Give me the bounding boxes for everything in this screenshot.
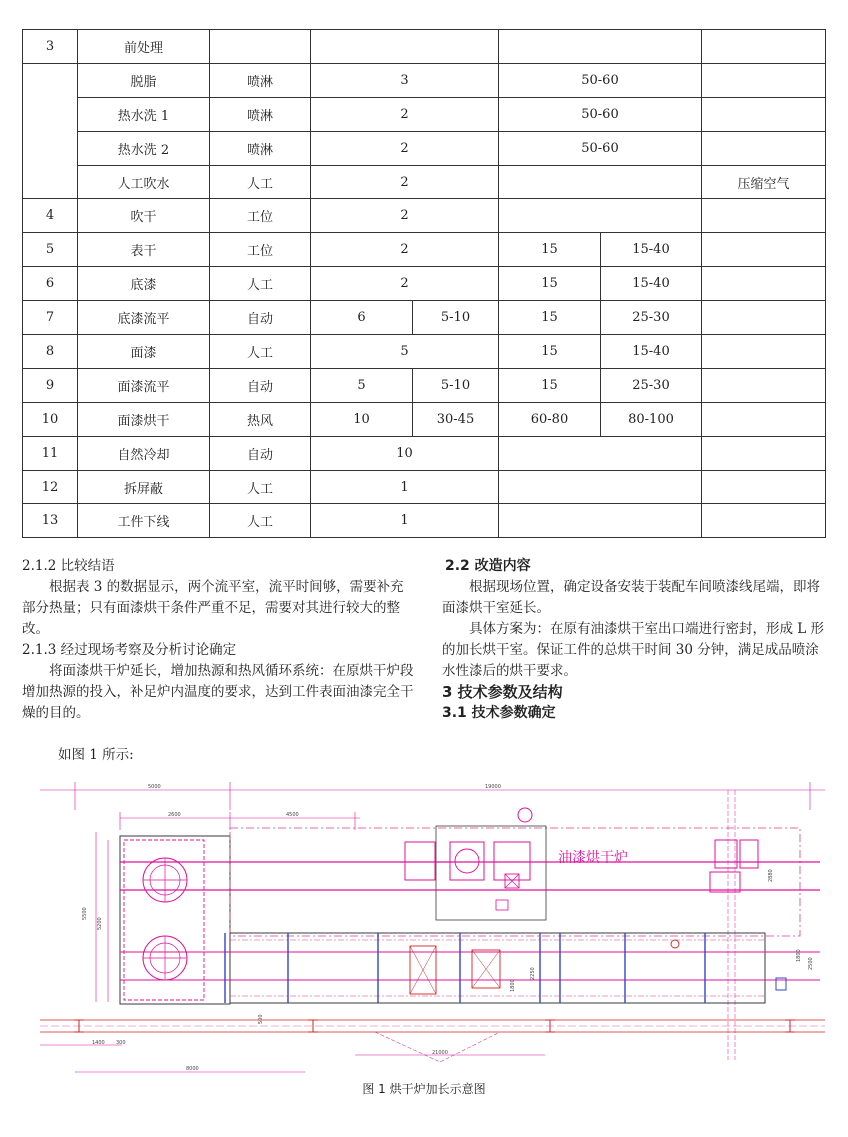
time-value: 2 bbox=[311, 199, 499, 233]
figure-intro: 如图 1 所示: bbox=[58, 747, 134, 763]
table-row bbox=[23, 301, 826, 335]
temp-value: 50-60 bbox=[499, 63, 702, 97]
range-value: 15-40 bbox=[601, 267, 702, 301]
time-value: 2 bbox=[311, 267, 499, 301]
time-range: 30-45 bbox=[413, 402, 499, 436]
temp-value: 15 bbox=[499, 233, 601, 267]
dim-label: 5000 bbox=[148, 784, 161, 790]
table-row bbox=[23, 436, 826, 470]
temp-value: 15 bbox=[499, 335, 601, 369]
table-row bbox=[23, 63, 826, 97]
method: 人工 bbox=[210, 165, 311, 199]
range-value: 15-40 bbox=[601, 233, 702, 267]
oven-label: 油漆烘干炉 bbox=[558, 850, 628, 866]
process-name: 吹干 bbox=[78, 199, 210, 233]
row-no: 8 bbox=[23, 335, 78, 369]
method: 工位 bbox=[210, 233, 311, 267]
process-name: 拆屏蔽 bbox=[78, 470, 210, 504]
dim-label: 1400 bbox=[92, 1040, 105, 1046]
dim-label: 2880 bbox=[768, 869, 774, 882]
table-row bbox=[23, 165, 826, 199]
range-value: 25-30 bbox=[601, 301, 702, 335]
method: 人工 bbox=[210, 470, 311, 504]
time-value: 5 bbox=[311, 368, 413, 402]
dim-label: 8000 bbox=[186, 1066, 199, 1072]
time-value: 1 bbox=[311, 504, 499, 538]
table-row bbox=[23, 470, 826, 504]
dim-label: 1800 bbox=[796, 949, 802, 962]
table-row bbox=[23, 267, 826, 301]
process-name: 人工吹水 bbox=[78, 165, 210, 199]
dim-label: 500 bbox=[258, 1014, 264, 1024]
dim-label: 2250 bbox=[530, 967, 536, 980]
oven-extension-drawing bbox=[0, 770, 848, 1080]
dim-label: 5500 bbox=[82, 907, 88, 920]
process-name: 表干 bbox=[78, 233, 210, 267]
time-value: 6 bbox=[311, 301, 413, 335]
process-name: 面漆烘干 bbox=[78, 402, 210, 436]
time-value: 2 bbox=[311, 233, 499, 267]
row-no: 5 bbox=[23, 233, 78, 267]
temp-value: 15 bbox=[499, 301, 601, 335]
method: 自动 bbox=[210, 368, 311, 402]
temp-value: 50-60 bbox=[499, 97, 702, 131]
paragraph: 具体方案为：在原有油漆烘干室出口端进行密封，形成 L 形的加长烘干室。保证工件的总烘干时间 30 分钟，满足成品喷涂水性漆后的烘干要求。 bbox=[442, 621, 825, 679]
row-no: 3 bbox=[23, 30, 78, 64]
heading-2-2: 2.2 改造内容 bbox=[445, 558, 531, 574]
paragraph: 将面漆烘干炉延长，增加热源和热风循环系统：在原烘干炉段增加热源的投入，补足炉内温度的要求，达到工件表面油漆完全干燥的目的。 bbox=[22, 663, 414, 721]
process-name: 面漆流平 bbox=[78, 368, 210, 402]
time-value: 2 bbox=[311, 97, 499, 131]
range-value: 25-30 bbox=[601, 368, 702, 402]
table-row bbox=[23, 402, 826, 436]
method: 喷淋 bbox=[210, 63, 311, 97]
process-name: 面漆 bbox=[78, 335, 210, 369]
process-name: 脱脂 bbox=[78, 63, 210, 97]
time-value: 5 bbox=[311, 335, 499, 369]
dim-label: 19000 bbox=[485, 784, 501, 790]
table-row bbox=[23, 504, 826, 538]
heading-3-1: 3.1 技术参数确定 bbox=[442, 705, 556, 721]
time-value: 10 bbox=[311, 436, 499, 470]
table-row bbox=[23, 368, 826, 402]
time-value: 1 bbox=[311, 470, 499, 504]
table-row bbox=[23, 199, 826, 233]
process-name: 底漆流平 bbox=[78, 301, 210, 335]
paragraph: 根据现场位置，确定设备安装于装配车间喷漆线尾端，即将面漆烘干室延长。 bbox=[442, 579, 820, 616]
row-no bbox=[23, 63, 78, 199]
time-range: 5-10 bbox=[413, 368, 499, 402]
time-value: 2 bbox=[311, 165, 499, 199]
table-row bbox=[23, 30, 826, 64]
temp-value: 15 bbox=[499, 368, 601, 402]
method: 自动 bbox=[210, 436, 311, 470]
figure-caption: 图 1 烘干炉加长示意图 bbox=[362, 1082, 486, 1096]
row-no: 9 bbox=[23, 368, 78, 402]
process-name: 自然冷却 bbox=[78, 436, 210, 470]
table-row bbox=[23, 233, 826, 267]
dim-label: 5200 bbox=[97, 917, 103, 930]
process-table bbox=[22, 29, 826, 538]
time-value: 10 bbox=[311, 402, 413, 436]
row-no: 13 bbox=[23, 504, 78, 538]
row-no: 6 bbox=[23, 267, 78, 301]
dim-label: 2500 bbox=[808, 957, 814, 970]
range-value: 15-40 bbox=[601, 335, 702, 369]
dim-label: 4500 bbox=[286, 812, 299, 818]
table-row bbox=[23, 335, 826, 369]
heading-3: 3 技术参数及结构 bbox=[442, 683, 563, 701]
method: 热风 bbox=[210, 402, 311, 436]
process-name: 底漆 bbox=[78, 267, 210, 301]
left-oven-section bbox=[96, 832, 230, 1004]
method: 喷淋 bbox=[210, 131, 311, 165]
row-no: 12 bbox=[23, 470, 78, 504]
paragraph: 根据表 3 的数据显示，两个流平室，流平时间够，需要补充部分热量；只有面漆烘干条件严重不足，需要对其进行较大的整改。 bbox=[22, 579, 404, 637]
process-name: 前处理 bbox=[78, 30, 210, 64]
process-name: 工件下线 bbox=[78, 504, 210, 538]
method: 人工 bbox=[210, 267, 311, 301]
dim-label: 2600 bbox=[168, 812, 181, 818]
dim-label: 21000 bbox=[432, 1050, 448, 1056]
method: 喷淋 bbox=[210, 97, 311, 131]
floor-beam bbox=[40, 1020, 825, 1072]
row-no: 7 bbox=[23, 301, 78, 335]
right-column bbox=[442, 556, 828, 724]
temp-value: 50-60 bbox=[499, 131, 702, 165]
process-name: 热水洗 1 bbox=[78, 97, 210, 131]
oil-paint-oven bbox=[120, 790, 820, 1060]
note: 压缩空气 bbox=[702, 165, 826, 199]
range-value: 80-100 bbox=[601, 402, 702, 436]
time-range: 5-10 bbox=[413, 301, 499, 335]
dim-label: 1800 bbox=[510, 979, 516, 992]
method: 人工 bbox=[210, 335, 311, 369]
method: 人工 bbox=[210, 504, 311, 538]
process-name: 热水洗 2 bbox=[78, 131, 210, 165]
l-extension-chamber bbox=[120, 933, 820, 1003]
table-row bbox=[23, 97, 826, 131]
table-row bbox=[23, 131, 826, 165]
time-value: 3 bbox=[311, 63, 499, 97]
row-no: 11 bbox=[23, 436, 78, 470]
heading-2-1-2: 2.1.2 比较结语 bbox=[22, 558, 115, 574]
method: 自动 bbox=[210, 301, 311, 335]
temp-value: 60-80 bbox=[499, 402, 601, 436]
row-no: 4 bbox=[23, 199, 78, 233]
method: 工位 bbox=[210, 199, 311, 233]
row-no: 10 bbox=[23, 402, 78, 436]
left-column bbox=[22, 556, 414, 724]
dim-label: 300 bbox=[116, 1040, 126, 1046]
temp-value: 15 bbox=[499, 267, 601, 301]
time-value: 2 bbox=[311, 131, 499, 165]
heading-2-1-3: 2.1.3 经过现场考察及分析讨论确定 bbox=[22, 642, 237, 658]
